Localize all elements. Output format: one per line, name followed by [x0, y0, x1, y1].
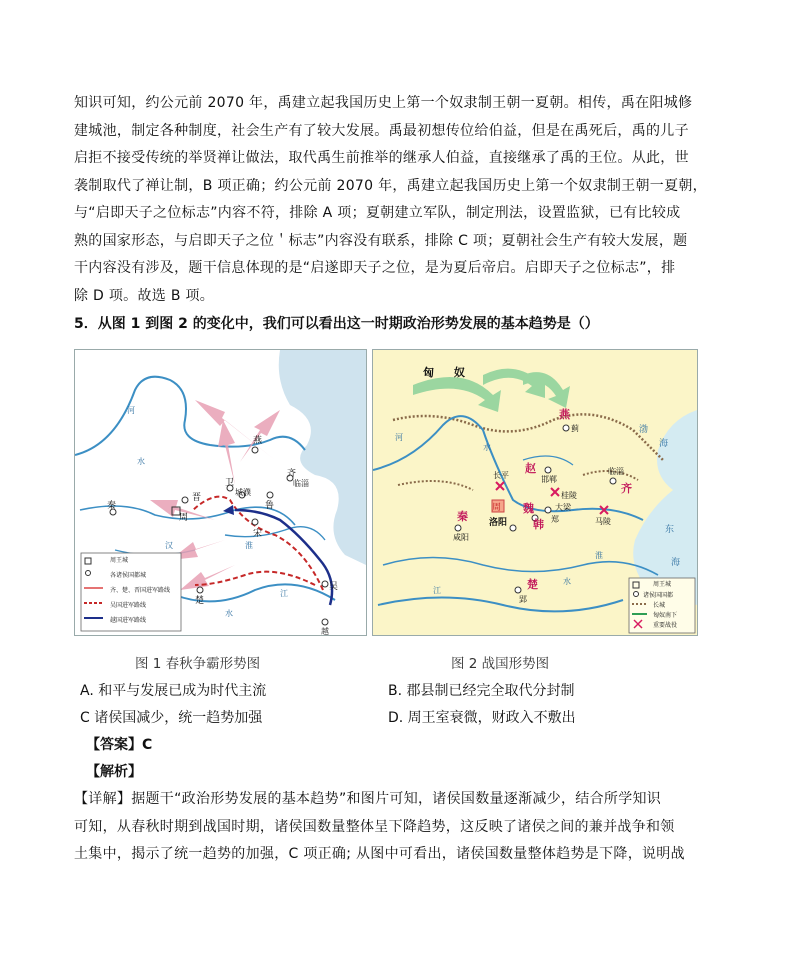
- legend-item: 匈奴南下: [653, 612, 678, 619]
- place-label: 齐: [287, 469, 297, 479]
- river-label: 水: [483, 443, 491, 452]
- place-label: 咸阳: [453, 533, 469, 542]
- place-label: 郑: [551, 515, 559, 524]
- place-label: 洛阳: [489, 518, 508, 528]
- map1-caption: 图 1 春秋争霸形势图: [135, 656, 261, 672]
- legend-item: 诸侯国国都: [643, 592, 674, 599]
- place-label: 城濮: [235, 488, 251, 497]
- sea-label: 东: [665, 525, 675, 535]
- text-line: 建城池，制定各种制度，社会生产有了较大发展。禹最初想传位给伯益，但是在禹死后，禹的儿子: [74, 122, 689, 139]
- state-label: 秦: [457, 510, 468, 523]
- river-label: 水: [137, 457, 145, 466]
- state-label: 齐: [621, 482, 632, 495]
- legend-item: 周王城: [653, 581, 672, 588]
- river-label: 淮: [245, 541, 253, 550]
- place-label: 邯郸: [541, 475, 557, 484]
- place-label: 蓟: [571, 424, 579, 433]
- text-line: 土集中，揭示了统一趋势的加强，C 项正确; 从图中可看出，诸侯国数量整体趋势是下降，说明战: [74, 846, 685, 862]
- option-a: A. 和平与发展已成为时代主流: [80, 683, 267, 699]
- place-label: 马陵: [595, 517, 611, 526]
- text-line: 干内容没有涉及，题干信息体现的是“启遂即天子之位，是为夏后帝启。启即天子之位标志”，排: [74, 260, 676, 276]
- place-label: 周: [179, 513, 189, 523]
- place-label: 临淄: [293, 479, 309, 488]
- place-label: 大梁: [555, 503, 571, 512]
- legend-item: 齐、楚、晋国进军路线: [110, 587, 171, 594]
- map-warring-states: [372, 349, 698, 636]
- analysis-paragraph: [74, 90, 707, 310]
- text-line: 与“启即天子之位标志”内容不符，排除 A 项；夏朝建立军队，制定刑法，设置监狱，已有比较成: [74, 205, 681, 221]
- place-label: 临淄: [608, 467, 624, 476]
- river-label: 江: [433, 586, 441, 595]
- map2-caption: 图 2 战国形势图: [451, 656, 550, 672]
- text-line: 可知，从春秋时期到战国时期，诸侯国数量整体呈下降趋势，这反映了诸侯之间的兼并战争和领: [74, 818, 675, 835]
- river-label: 河: [127, 406, 135, 415]
- river-label: 水: [563, 577, 571, 586]
- answer-tag: 【答案】C: [86, 737, 153, 753]
- state-label: 赵: [525, 462, 536, 475]
- legend-item: 长城: [653, 602, 666, 609]
- text-line: 熟的国家形态，与启即天子之位＇标志”内容没有联系，排除 C 项；夏朝社会生产有较大发展，题: [74, 232, 688, 249]
- river-label: 汉: [165, 541, 173, 550]
- river-label: 江: [280, 589, 288, 598]
- option-b: B. 郡县制已经完全取代分封制: [388, 683, 575, 699]
- place-label: 长平: [493, 471, 509, 480]
- state-label: 韩: [533, 518, 544, 531]
- place-label: 秦: [107, 501, 117, 511]
- map-spring-autumn: [74, 349, 367, 636]
- state-label: 魏: [523, 502, 534, 515]
- state-label: 燕: [559, 408, 570, 421]
- place-label: 宋: [253, 529, 263, 539]
- place-label: 楚: [195, 596, 205, 606]
- question-stem: 5．从图 1 到图 2 的变化中，我们可以看出这一时期政治形势发展的基本趋势是（）: [74, 316, 599, 332]
- analysis-tag: 【解析】: [86, 764, 142, 780]
- place-label: 鲁: [265, 501, 275, 511]
- text-line: 知识可知，约公元前 2070 年，禹建立起我国历史上第一个奴隶制王朝一夏朝。相传，禹在阳城修: [74, 95, 693, 111]
- text-line: 启拒不接受传统的举贤禅让做法，取代禹生前推举的继承人伯益，直接继承了禹的王位。从此，世: [74, 150, 689, 166]
- sea-label: 海: [671, 558, 681, 568]
- option-d: D. 周王室衰微，财政入不敷出: [388, 710, 576, 726]
- text-line: 除 D 项。故选 B 项。: [74, 287, 215, 304]
- sea-label: 海: [659, 439, 669, 449]
- detail-paragraph: [74, 786, 684, 869]
- sea-label: 渤: [639, 425, 649, 435]
- text-line: 【详解】据题干“政治形势发展的基本趋势”和图片可知，诸侯国数量逐渐减少，结合所学知识: [74, 791, 662, 807]
- place-label: 桂陵: [561, 491, 577, 500]
- text-line: 袭制取代了禅让制，B 项正确；约公元前 2070 年，禹建立起我国历史上第一个奴隶制王朝一夏朝，: [74, 177, 707, 194]
- river-label: 淮: [595, 551, 603, 560]
- legend-item: 重要战役: [653, 622, 678, 629]
- place-label: 卫: [225, 478, 235, 488]
- place-label: 越: [321, 627, 329, 636]
- legend-item: 周王城: [110, 557, 129, 564]
- legend-item: 各诸侯国都城: [110, 572, 147, 579]
- option-c: C 诸侯国减少，统一趋势加强: [80, 710, 263, 726]
- place-label: 晋: [192, 493, 202, 503]
- place-label: 周: [492, 503, 502, 513]
- place-label: 燕: [253, 436, 263, 446]
- xiongnu-label: 匈 奴: [423, 366, 473, 379]
- river-label: 河: [395, 433, 403, 442]
- place-label: 郢: [519, 595, 527, 604]
- state-label: 楚: [527, 578, 538, 591]
- legend-item: 吴国进军路线: [110, 602, 147, 609]
- legend-item: 越国进军路线: [110, 617, 147, 624]
- place-label: 吴: [329, 582, 339, 592]
- river-label: 水: [225, 609, 233, 618]
